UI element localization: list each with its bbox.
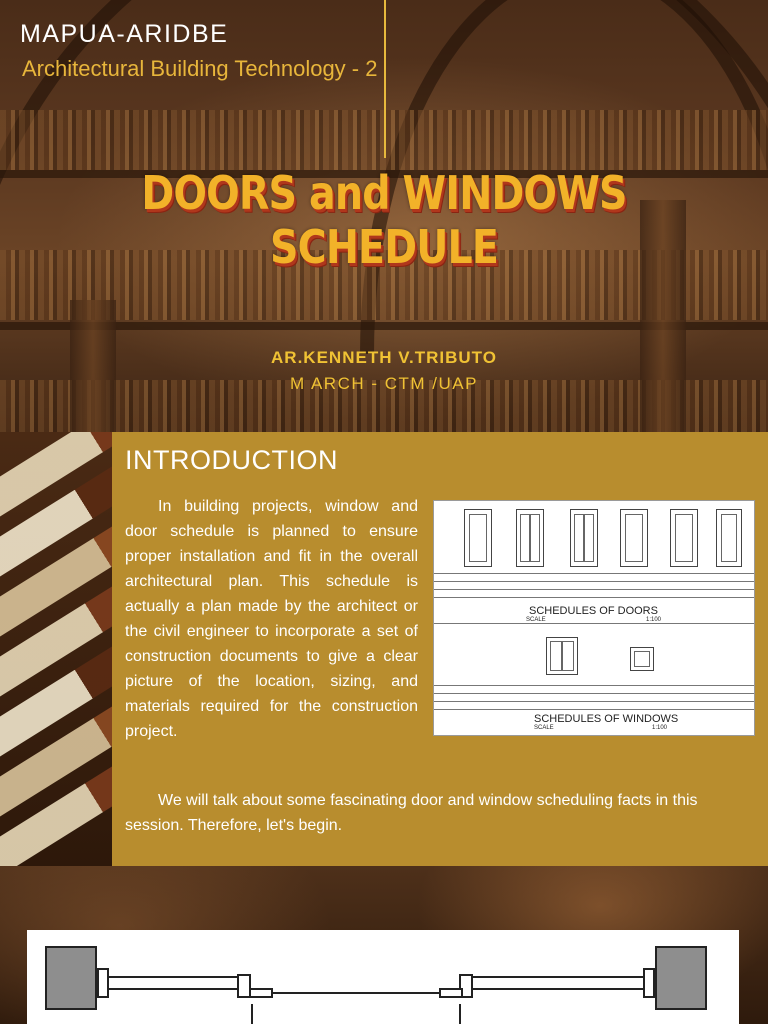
section-heading: INTRODUCTION xyxy=(125,445,338,475)
doors-scale-label: SCALE xyxy=(526,617,546,623)
window-jamb-left xyxy=(97,968,109,998)
axis-line xyxy=(251,1004,253,1024)
windows-scale-label: SCALE xyxy=(534,725,554,731)
sash-meeting-rail-left xyxy=(249,988,273,998)
wall-section-right xyxy=(655,946,707,1010)
introduction-slide xyxy=(0,432,768,866)
door-elevation xyxy=(464,509,492,567)
doors-scale-value: 1:100 xyxy=(646,617,662,623)
wall-section-left xyxy=(45,946,97,1010)
axis-line xyxy=(459,1004,461,1024)
windows-schedule-title: SCHEDULES OF WINDOWS xyxy=(534,713,679,725)
door-elevation xyxy=(620,509,648,567)
accent-divider-line xyxy=(384,0,386,158)
windows-scale-value: 1:100 xyxy=(652,725,668,731)
glass-line xyxy=(109,976,237,978)
window-plan-slide xyxy=(0,866,768,1024)
window-elevation xyxy=(546,637,578,675)
sash-meeting-rail-right xyxy=(439,988,463,998)
title-slide xyxy=(0,0,768,432)
glass-line xyxy=(473,988,643,990)
door-elevation xyxy=(670,509,698,567)
door-elevation xyxy=(570,509,598,567)
course-name: Architectural Building Technology - 2 xyxy=(22,56,378,81)
window-jamb-right xyxy=(643,968,655,998)
door-elevation xyxy=(716,509,742,567)
schedule-drawing-figure xyxy=(433,500,755,736)
window-elevation xyxy=(630,647,654,671)
glass-line xyxy=(473,976,643,978)
organization-name: MAPUA-ARIDBE xyxy=(20,20,229,48)
slide-title: DOORS and WINDOWS SCHEDULE xyxy=(141,166,627,274)
intro-paragraph: In building projects, window and door schedule is planned to ensure proper installation and fit in the overall architectural plan. This schedule is actually a plan made by the architect or the civil engineer to incorporate a set of construction documents to give a clear picture of the location, sizing, and materials required for the construction project. xyxy=(125,498,418,740)
closing-paragraph: We will talk about some fascinating door and window scheduling facts in this session. Therefore, let's begin. xyxy=(125,792,698,834)
doors-schedule-title: SCHEDULES OF DOORS xyxy=(529,605,658,617)
books-photo xyxy=(0,432,112,866)
glass-line xyxy=(273,992,439,994)
author-name: AR.KENNETH V.TRIBUTO xyxy=(271,348,497,367)
window-plan-drawing xyxy=(27,930,739,1024)
glass-line xyxy=(109,988,237,990)
author-credentials: M ARCH - CTM /UAP xyxy=(290,374,478,393)
door-elevation xyxy=(516,509,544,567)
